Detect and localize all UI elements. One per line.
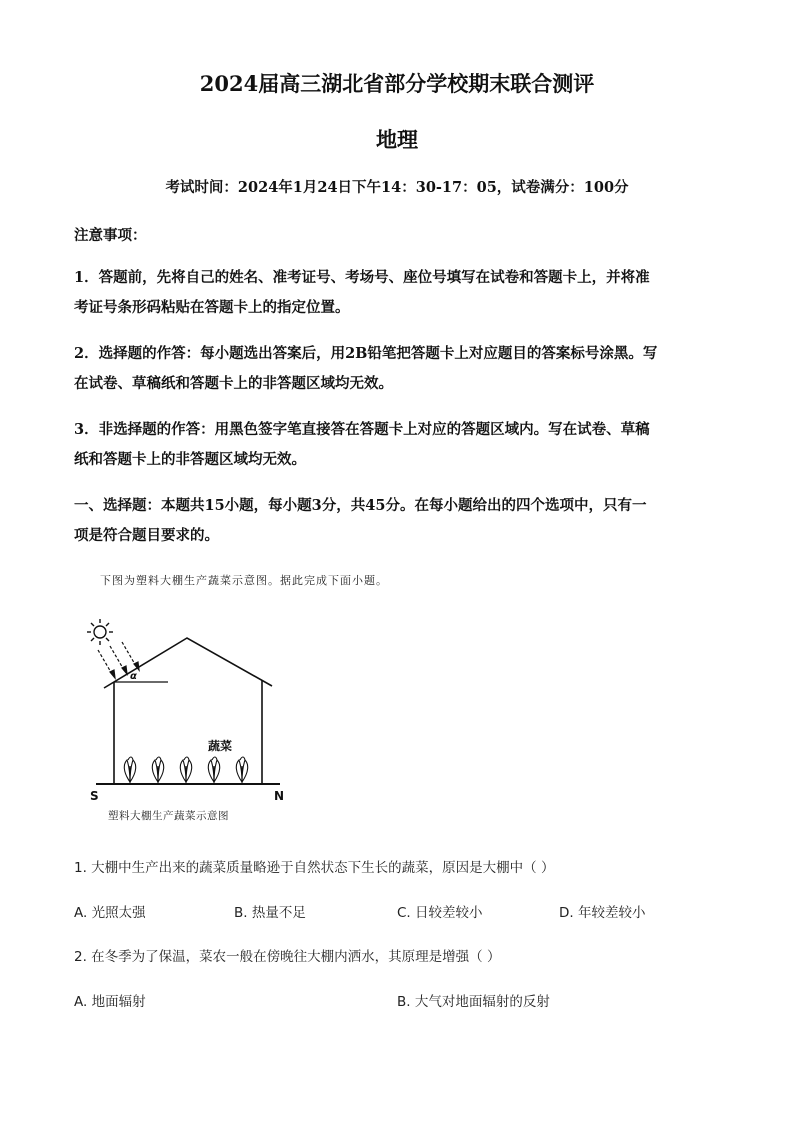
question-1-option-b: B. 热量不足 — [234, 905, 306, 921]
subject-title: 地理 — [376, 127, 418, 152]
question-1-option-c: C. 日较差较小 — [397, 905, 483, 921]
notice-item-1-line-2: 考证号条形码粘贴在答题卡上的指定位置。 — [74, 299, 350, 316]
vegetable-icon — [124, 757, 135, 782]
question-2-option-b: B. 大气对地面辐射的反射 — [397, 994, 550, 1010]
vegetable-label: 蔬菜 — [208, 739, 233, 753]
greenhouse-diagram — [84, 616, 296, 808]
question-1-option-d: D. 年较差较小 — [559, 905, 646, 921]
notice-heading: 注意事项： — [74, 227, 147, 244]
vegetable-icon — [180, 757, 191, 782]
vegetable-plants — [124, 757, 247, 782]
north-label: N — [274, 789, 285, 803]
notice-item-1-line-1: 1．答题前，先将自己的姓名、准考证号、考场号、座位号填写在试卷和答题卡上，并将准 — [74, 269, 650, 286]
vegetable-icon — [236, 757, 247, 782]
question-1-stem: 1. 大棚中生产出来的蔬菜质量略逊于自然状态下生长的蔬菜，原因是大棚中（ ） — [74, 860, 555, 876]
notice-item-3-line-1: 3．非选择题的作答：用黑色签字笔直接答在答题卡上对应的答题区域内。写在试卷、草稿 — [74, 421, 650, 438]
section-heading-line-2: 项是符合题目要求的。 — [74, 527, 219, 544]
figure-intro: 下图为塑料大棚生产蔬菜示意图。据此完成下面小题。 — [100, 574, 388, 587]
section-heading-line-1: 一、选择题：本题共15小题，每小题3分，共45分。在每小题给出的四个选项中，只有一 — [74, 497, 647, 514]
angle-label: α — [130, 671, 137, 682]
question-1-option-a: A. 光照太强 — [74, 905, 146, 921]
notice-item-2-line-2: 在试卷、草稿纸和答题卡上的非答题区域均无效。 — [74, 375, 393, 392]
vegetable-icon — [152, 757, 163, 782]
notice-item-3-line-2: 纸和答题卡上的非答题区域均无效。 — [74, 451, 306, 468]
exam-info: 考试时间：2024年1月24日下午14：30-17：05，试卷满分：100分 — [165, 179, 629, 196]
sun-icon — [87, 619, 113, 645]
vegetable-icon — [208, 757, 219, 782]
question-2-option-a: A. 地面辐射 — [74, 994, 146, 1010]
figure-caption: 塑料大棚生产蔬菜示意图 — [108, 810, 229, 822]
south-label: S — [90, 789, 99, 803]
question-2-stem: 2. 在冬季为了保温，菜农一般在傍晚往大棚内洒水，其原理是增强（ ） — [74, 949, 501, 965]
notice-item-2-line-1: 2．选择题的作答：每小题选出答案后，用2B铅笔把答题卡上对应题目的答案标号涂黑。写 — [74, 345, 658, 362]
paper-title: 2024届高三湖北省部分学校期末联合测评 — [199, 71, 595, 96]
